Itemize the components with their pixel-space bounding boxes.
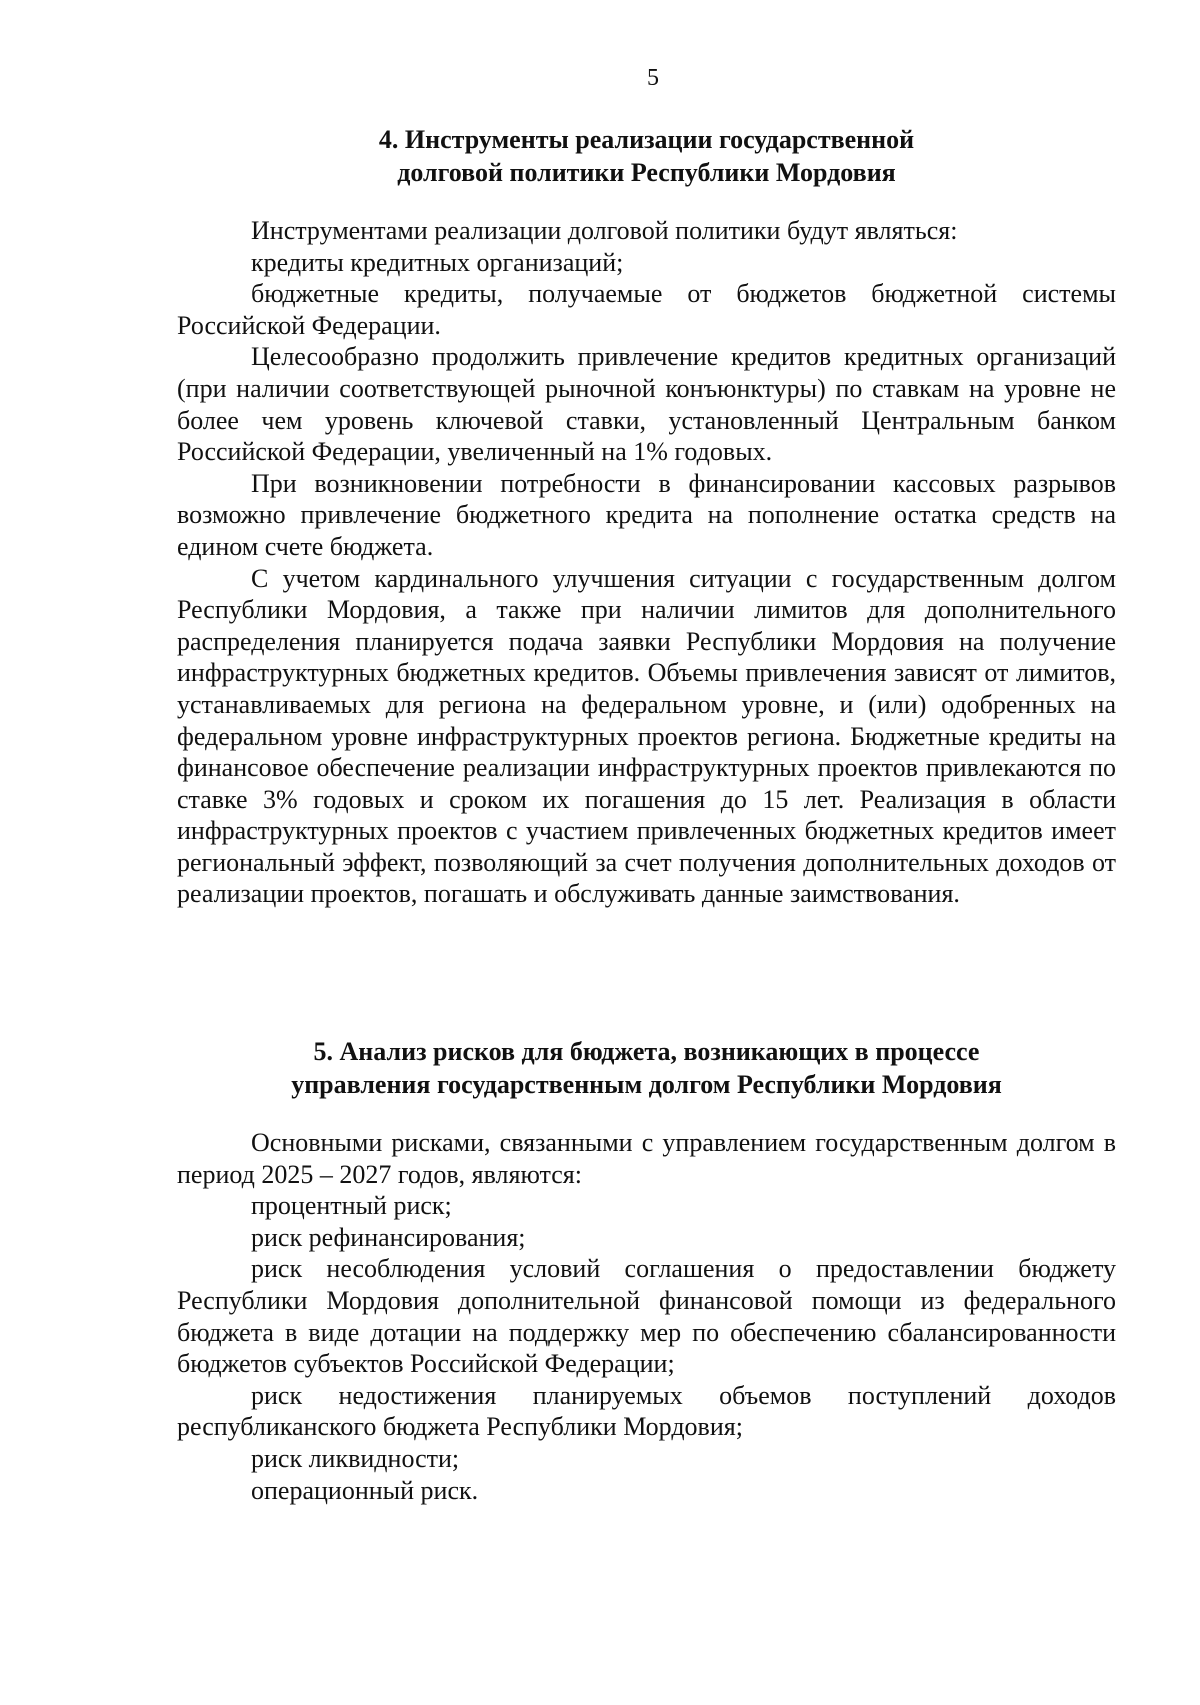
section-body <box>177 1127 1116 1506</box>
paragraph: бюджетные кредиты, получаемые от бюджетов бюджетной системы Российской Федерации. <box>177 279 1116 340</box>
paragraph: Основными рисками, связанными с управлением государственным долгом в период 2025 – 2027 годов, являются: <box>177 1128 1116 1189</box>
paragraph: При возникновении потребности в финансировании кассовых разрывов возможно привлечение бюджетного кредита на пополнение остатка средств на едином счете бюджета. <box>177 468 1116 561</box>
list-item: риск ликвидности; <box>251 1443 460 1473</box>
list-item: риск несоблюдения условий соглашения о предоставлении бюджету Республики Мордовия дополнительной финансовой помощи из федерального бюджета в виде дотации на поддержку мер по обеспечению сбалансированности бюджетов субъектов Российской Федерации; <box>177 1254 1116 1379</box>
section-body <box>177 215 1116 910</box>
paragraph: Целесообразно продолжить привлечение кредитов кредитных организаций (при наличии соответствующей рыночной конъюнктуры) по ставкам на уровне не более чем уровень ключевой ставки, установленный Центральным банком Российской Федерации, увеличенный на 1% годовых. <box>177 342 1116 467</box>
list-item: риск недостижения планируемых объемов поступлений доходов республиканского бюджета Республики Мордовия; <box>177 1380 1116 1442</box>
heading-line: 5. Анализ рисков для бюджета, возникающих в процессе <box>313 1037 980 1066</box>
section-instruments <box>177 123 1116 910</box>
heading-line: долговой политики Республики Мордовия <box>397 158 896 187</box>
list-item: процентный риск; <box>251 1191 452 1221</box>
paragraph: кредиты кредитных организаций; <box>251 247 624 277</box>
paragraph: Инструментами реализации долговой политики будут являться: <box>251 216 958 245</box>
page-number: 5 <box>647 65 659 91</box>
heading-line: управления государственным долгом Республики Мордовия <box>291 1070 1002 1099</box>
section-heading <box>177 123 1116 189</box>
paragraph: С учетом кардинального улучшения ситуации с государственным долгом Республики Мордовия, а также при наличии лимитов для дополнительного распределения планируется подача заявки Республики Мордовия на получение инфраструктурных бюджетных кредитов. Объемы привлечения зависят от лимитов, устанавливаемых для региона на федеральном уровне, и (или) одобренных на федеральном уровне инфраструктурных проектов региона. Бюджетные кредиты на финансовое обеспечение реализации инфраструктурных проектов привлекаются по ставке 3% годовых и сроком их погашения до 15 лет. Реализация в области инфраструктурных проектов с участием привлеченных бюджетных кредитов имеет региональный эффект, позволяющий за счет получения дополнительных доходов от реализации проектов, погашать и обслуживать данные заимствования. <box>177 563 1116 909</box>
section-risks <box>177 1035 1116 1506</box>
section-heading <box>177 1035 1116 1101</box>
list-item: риск рефинансирования; <box>251 1222 526 1252</box>
list-item: операционный риск. <box>251 1475 479 1505</box>
heading-line: 4. Инструменты реализации государственной <box>378 125 915 154</box>
